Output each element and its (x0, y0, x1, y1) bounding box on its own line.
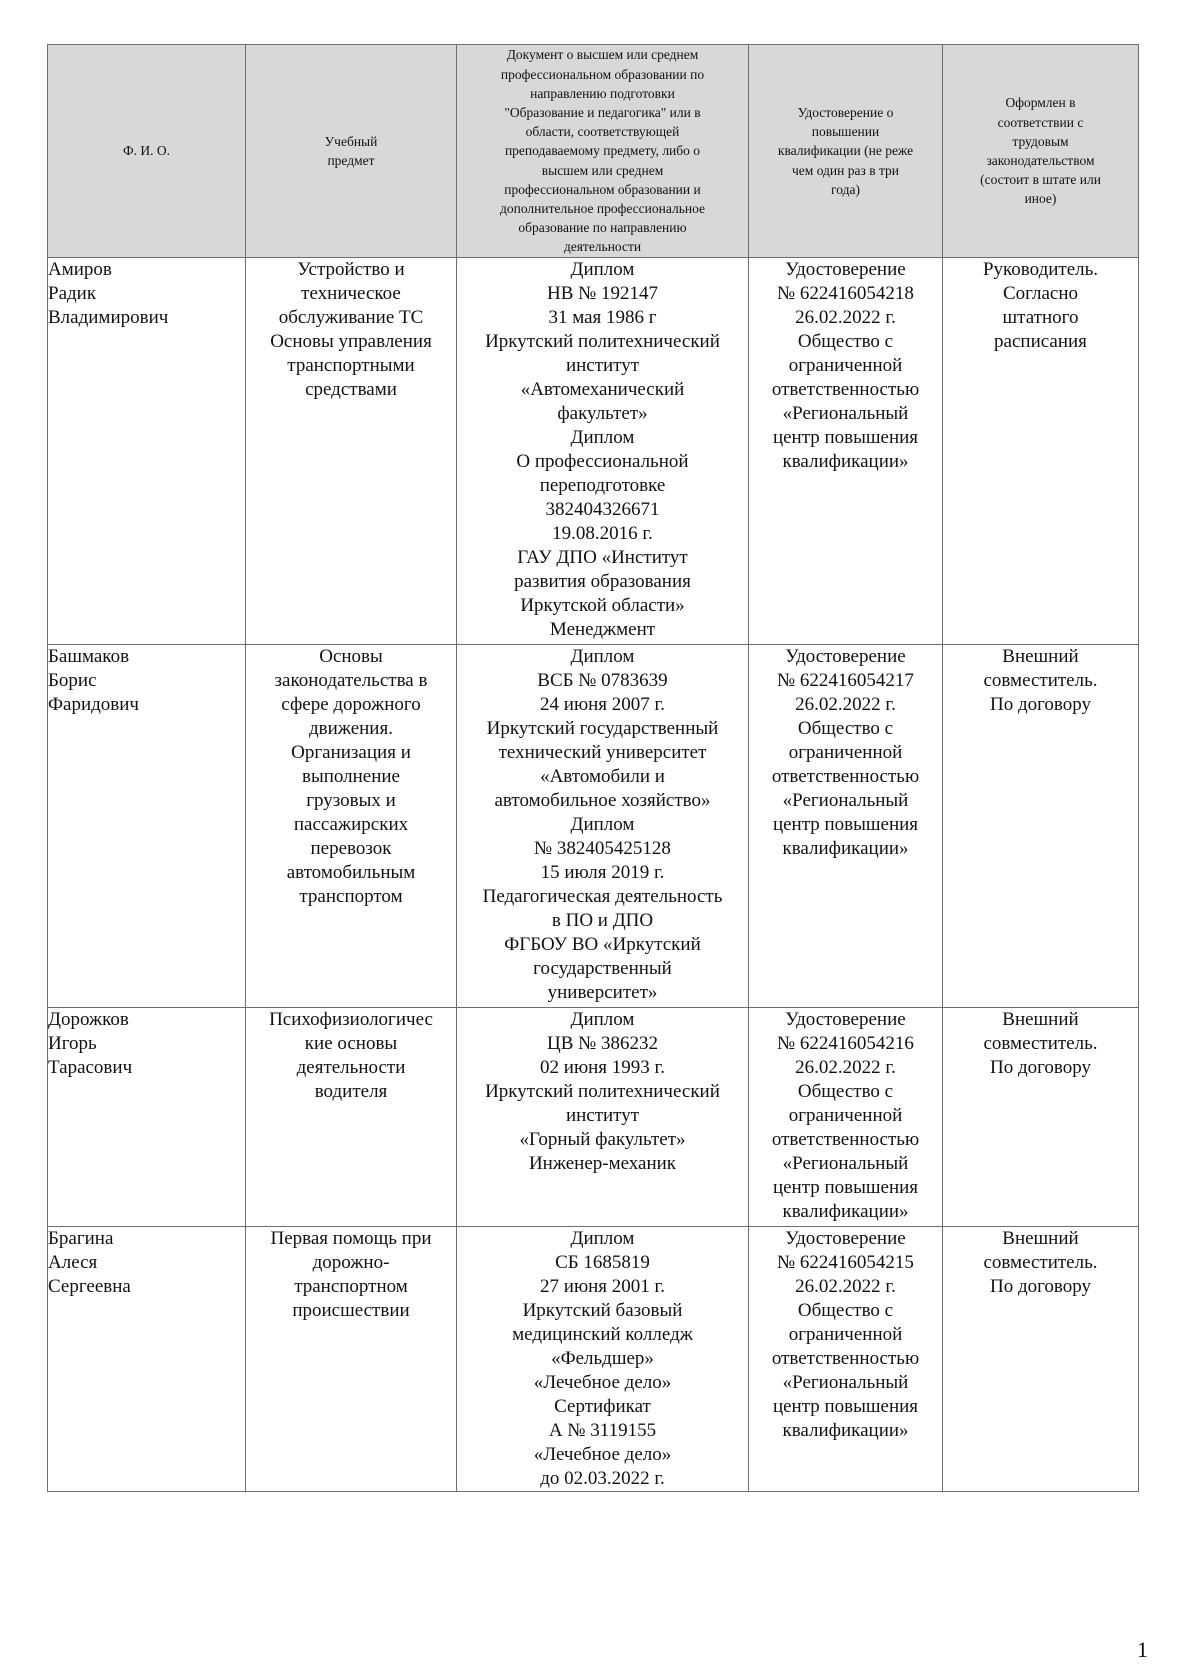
text-line: Диплом (570, 1228, 635, 1249)
cell-full-name (48, 258, 246, 645)
text-line: дополнительное профессиональное (499, 201, 705, 216)
text-line: 26.02.2022 г. (795, 1276, 896, 1297)
text-line: государственный (533, 958, 672, 979)
text-line: Дорожков (48, 1009, 129, 1030)
text-line: университет» (547, 982, 658, 1003)
text-line: Психофизиологичес (269, 1009, 433, 1030)
text-line: пассажирских (293, 814, 409, 835)
text-line: профессиональном образовании по (500, 66, 705, 82)
text-line: Внешний (1002, 1228, 1079, 1249)
text-line: № 382405425128 (534, 838, 671, 859)
text-line: квалификации» (782, 1420, 909, 1441)
table-row (48, 1227, 1139, 1492)
text-line: 19.08.2016 г. (552, 523, 653, 544)
text-line: центр повышения (772, 1396, 919, 1417)
cell-qualification-certificate (749, 1008, 943, 1227)
text-line: года) (831, 181, 860, 197)
text-line: транспортном (294, 1276, 408, 1297)
text-line: Ф. И. О. (122, 143, 171, 159)
text-line: Брагина (48, 1228, 114, 1249)
table-row (48, 645, 1139, 1008)
text-line: Удостоверение (785, 646, 906, 667)
text-line: технический университет (498, 742, 707, 763)
text-line: ограниченной (788, 742, 903, 763)
text-line: Организация и (291, 742, 411, 763)
text-line: ЦВ № 386232 (546, 1033, 659, 1054)
text-line: «Региональный (782, 790, 909, 811)
text-line: Диплом (570, 427, 635, 448)
text-line: Диплом (570, 1009, 635, 1030)
text-line: деятельности (296, 1057, 406, 1078)
text-line: Согласно (1002, 283, 1079, 304)
text-line: ответственностью (771, 766, 920, 787)
text-line: Основы управления (270, 331, 432, 352)
text-line: направлению подготовки (530, 85, 675, 101)
cell-education-document (457, 645, 749, 1008)
text-line: Удостоверение (785, 259, 906, 280)
cell-subject (246, 645, 457, 1008)
text-line: транспортом (299, 886, 403, 907)
header-qualification-certificate (749, 45, 943, 258)
text-line: совместитель. (983, 1033, 1098, 1054)
text-line: Радик (48, 283, 97, 304)
text-line: Фаридович (48, 694, 139, 715)
text-line: дорожно- (312, 1252, 390, 1273)
text-line: По договору (989, 1057, 1092, 1078)
text-line: По договору (989, 694, 1092, 715)
text-line: до 02.03.2022 г. (540, 1468, 665, 1489)
text-line: НВ № 192147 (546, 283, 659, 304)
text-line: Документ о высшем или среднем (506, 47, 699, 63)
text-line: области, соответствующей (525, 124, 680, 140)
text-line: законодательством (986, 153, 1095, 168)
cell-education-document (457, 1008, 749, 1227)
text-line: Иркутский базовый (522, 1300, 683, 1321)
text-line: ФГБОУ ВО «Иркутский (504, 934, 701, 955)
text-line: (состоит в штате или (980, 172, 1101, 188)
text-line: выполнение (301, 766, 400, 787)
text-line: № 622416054218 (777, 283, 914, 304)
text-line: в ПО и ДПО (551, 910, 654, 931)
cell-full-name (48, 1227, 246, 1492)
text-line: Менеджмент (549, 619, 656, 640)
cell-qualification-certificate (749, 645, 943, 1008)
text-line: центр повышения (772, 1177, 919, 1198)
text-line: медицинский колледж (512, 1324, 693, 1345)
cell-education-document (457, 1227, 749, 1492)
text-line: Иркутский политехнический (485, 1081, 720, 1102)
text-line: «Региональный (782, 1372, 909, 1393)
text-line: 02 июня 1993 г. (540, 1057, 665, 1078)
text-line: Диплом (570, 259, 635, 280)
cell-subject (246, 258, 457, 645)
text-line: автомобильное хозяйство» (494, 790, 711, 811)
text-line: Сертификат (554, 1396, 651, 1417)
text-line: 24 июня 2007 г. (540, 694, 665, 715)
text-line: техническое (301, 283, 401, 304)
text-line: ограниченной (788, 1105, 903, 1126)
text-line: транспортными (287, 355, 415, 376)
text-line: 27 июня 2001 г. (540, 1276, 665, 1297)
text-line: Иркутской области» (520, 595, 685, 616)
text-line: Диплом (570, 814, 635, 835)
text-line: Иркутский государственный (486, 718, 719, 739)
cell-full-name (48, 645, 246, 1008)
text-line: Основы (319, 646, 383, 667)
text-line: факультет» (557, 403, 648, 424)
text-line: 26.02.2022 г. (795, 1057, 896, 1078)
table-header-row (48, 45, 1139, 258)
text-line: Оформлен в (1005, 95, 1076, 111)
text-line: Удостоверение (785, 1228, 906, 1249)
text-line: 15 июля 2019 г. (540, 862, 665, 883)
text-line: водителя (314, 1081, 388, 1102)
cell-full-name (48, 1008, 246, 1227)
text-line: 26.02.2022 г. (795, 307, 896, 328)
cell-employment-status (943, 258, 1139, 645)
text-line: квалификации (не реже (777, 143, 914, 159)
text-line: Общество с (797, 1300, 894, 1321)
text-line: иное) (1024, 191, 1057, 207)
text-line: Устройство и (297, 259, 405, 280)
cell-qualification-certificate (749, 1227, 943, 1492)
text-line: автомобильным (286, 862, 416, 883)
text-line: ВСБ № 0783639 (537, 670, 668, 691)
text-line: Учебный (324, 133, 378, 149)
text-line: Общество с (797, 1081, 894, 1102)
table-row (48, 1008, 1139, 1227)
text-line: обслуживание ТС (278, 307, 424, 328)
text-line: средствами (305, 379, 397, 400)
text-line: деятельности (563, 239, 642, 255)
text-line: Башмаков (48, 646, 130, 667)
text-line: Удостоверение о (797, 104, 894, 120)
text-line: переподготовке (539, 475, 666, 496)
text-line: ответственностью (771, 1348, 920, 1369)
text-line: ГАУ ДПО «Институт (517, 547, 688, 568)
text-line: трудовым (1012, 133, 1069, 149)
text-line: Сергеевна (48, 1276, 131, 1297)
text-line: ответственностью (771, 379, 920, 400)
text-line: центр повышения (772, 427, 919, 448)
text-line: образование по направлению (518, 220, 687, 236)
cell-qualification-certificate (749, 258, 943, 645)
text-line: высшем или среднем (541, 162, 664, 178)
text-line: «Автомеханический (520, 379, 685, 400)
text-line: институт (565, 1105, 640, 1126)
text-line: «Региональный (782, 1153, 909, 1174)
text-line: 26.02.2022 г. (795, 694, 896, 715)
cell-employment-status (943, 1227, 1139, 1492)
text-line: сфере дорожного (281, 694, 421, 715)
text-line: Общество с (797, 331, 894, 352)
text-line: совместитель. (983, 1252, 1098, 1273)
text-line: «Лечебное дело» (533, 1372, 672, 1393)
text-line: Внешний (1002, 1009, 1079, 1030)
text-line: "Образование и педагогика" или в (504, 104, 701, 120)
table-row (48, 258, 1139, 645)
text-line: ответственностью (771, 1129, 920, 1150)
text-line: расписания (994, 331, 1087, 352)
text-line: По договору (989, 1276, 1092, 1297)
text-line: Амиров (48, 259, 112, 280)
text-line: штатного (1002, 307, 1079, 328)
text-line: О профессиональной (516, 451, 689, 472)
staff-qualification-table (47, 44, 1139, 1492)
text-line: 382404326671 (545, 499, 660, 520)
text-line: квалификации» (782, 451, 909, 472)
text-line: Иркутский политехнический (485, 331, 720, 352)
text-line: Тарасович (48, 1057, 133, 1078)
text-line: «Фельдшер» (551, 1348, 654, 1369)
cell-subject (246, 1227, 457, 1492)
header-full-name (48, 45, 246, 258)
text-line: Диплом (570, 646, 635, 667)
text-line: движения. (309, 718, 393, 739)
header-subject (246, 45, 457, 258)
cell-employment-status (943, 1008, 1139, 1227)
text-line: Первая помощь при (270, 1228, 432, 1249)
text-line: Борис (48, 670, 97, 691)
page-number: 1 (1137, 1637, 1148, 1662)
text-line: № 622416054217 (777, 670, 914, 691)
text-line: Общество с (797, 718, 894, 739)
text-line: преподаваемому предмету, либо о (504, 143, 701, 159)
text-line: Алеся (48, 1252, 98, 1273)
text-line: перевозок (310, 838, 392, 859)
header-employment-status (943, 45, 1139, 258)
text-line: Владимирович (48, 307, 169, 328)
text-line: Внешний (1002, 646, 1079, 667)
text-line: совместитель. (983, 670, 1098, 691)
text-line: ограниченной (788, 355, 903, 376)
text-line: центр повышения (772, 814, 919, 835)
text-line: законодательства в (274, 670, 428, 691)
text-line: «Лечебное дело» (533, 1444, 672, 1465)
text-line: Руководитель. (982, 259, 1099, 280)
text-line: Педагогическая деятельность (482, 886, 723, 907)
text-line: 31 мая 1986 г (548, 307, 657, 328)
text-line: СБ 1685819 (555, 1252, 650, 1273)
text-line: «Региональный (782, 403, 909, 424)
text-line: «Горный факультет» (519, 1129, 686, 1150)
text-line: предмет (327, 153, 375, 168)
text-line: Инженер-механик (528, 1153, 677, 1174)
text-line: № 622416054215 (777, 1252, 914, 1273)
header-education-document (457, 45, 749, 258)
text-line: повышении (811, 124, 880, 140)
text-line: грузовых и (306, 790, 396, 811)
text-line: ограниченной (788, 1324, 903, 1345)
cell-education-document (457, 258, 749, 645)
cell-employment-status (943, 645, 1139, 1008)
cell-subject (246, 1008, 457, 1227)
text-line: происшествии (292, 1300, 410, 1321)
text-line: Удостоверение (785, 1009, 906, 1030)
text-line: «Автомобили и (540, 766, 665, 787)
text-line: Игорь (48, 1033, 97, 1054)
text-line: профессиональном образовании и (504, 181, 701, 197)
text-line: кие основы (304, 1033, 398, 1054)
text-line: соответствии с (997, 114, 1084, 130)
text-line: институт (565, 355, 640, 376)
text-line: квалификации» (782, 838, 909, 859)
text-line: А № 3119155 (548, 1420, 657, 1441)
text-line: чем один раз в три (792, 162, 899, 178)
text-line: № 622416054216 (777, 1033, 914, 1054)
text-line: развития образования (514, 571, 691, 592)
text-line: квалификации» (782, 1201, 909, 1222)
